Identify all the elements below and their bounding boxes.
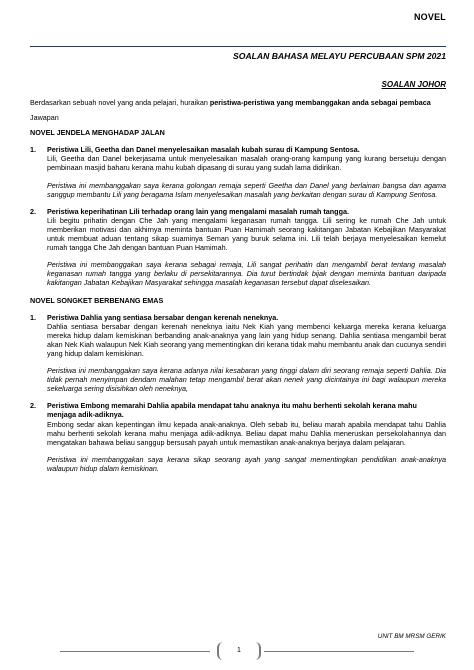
section-title: SOALAN JOHOR	[381, 80, 446, 89]
item-note: Peristiwa ini membanggakan saya kerana adanya nilai kesabaran yang tinggi dalam diri seorang remaja seperti Dahlia. Dia tidak pernah menyimpan dendam malahan tetap mengambil berat akan nenek yang dicintainya ini bagi walaupun mereka sekeluarga sering disisihkan oleh neneknya,	[47, 366, 446, 394]
document-body	[30, 98, 446, 481]
item-body: Dahlia sentiasa bersabar dengan kerenah neneknya iaitu Nek Kiah yang membenci keluarga mereka kerana keluarga mereka hidup dalam kemiskinan berbanding anak-anaknya yang lain yang hidup senang. Dahlia sentiasa mengambil berat akan Nek Kiah walaupun Nek Kiah seorang yang mementingkan diri kerana tidak mahu membantu anak dan cucunya sendiri yang hidup dalam kemiskinan.	[47, 321, 446, 358]
novel-heading: NOVEL SONGKET BERBENANG EMAS	[30, 295, 164, 305]
footer-credit: UNIT BM MRSM GERIK	[377, 633, 446, 640]
answer-label: Jawapan	[30, 113, 59, 123]
list-item	[30, 401, 446, 473]
item-title: Peristiwa keperihatinan Lili terhadap orang lain yang mengalami masalah rumah tangga.	[47, 206, 349, 216]
list-item	[30, 145, 446, 198]
document-title: SOALAN BAHASA MELAYU PERCUBAAN SPM 2021	[233, 51, 446, 61]
item-title: Peristiwa Embong memarahi Dahlia apabila mendapat tahu anaknya itu mahu berhenti sekolah kerana mahu menjaga adik-adiknya.	[47, 401, 417, 420]
page-number: 1	[217, 642, 261, 660]
item-body: Embong sedar akan kepentingan ilmu kepada anak-anaknya. Oleh sebab itu, beliau marah apabila mendapat tahu Dahlia mahu berhenti sekolah kerana mahu menjaga adik-adiknya. Beliau dapat mahu Dahlia meneruskan persekolahannya dan mengatakan bahawa beliau sanggup bersusah payah untuk memastikan anak-anaknya berjaya dalam pelajaran.	[47, 419, 446, 447]
item-note: Peristiwa ini membanggakan saya kerana sikap seorang ayah yang sangat mementingkan pendidikan anak-anaknya walaupun hidup dalam kemiskinan.	[47, 454, 446, 473]
novel-heading: NOVEL JENDELA MENGHADAP JALAN	[30, 128, 165, 138]
item-title: Peristiwa Lili, Geetha dan Danel menyelesaikan masalah kubah surau di Kampung Sentosa.	[47, 145, 360, 155]
item-number: 2.	[30, 401, 36, 411]
header-divider	[30, 46, 446, 47]
item-note: Peristiwa ini membanggakan saya kerana golongan remaja seperti Geetha dan Danel yang berlainan bangsa dan agama sanggup membantu Lili yang beragama Islam menyelesaikan masalah yang berkaitan dengan surau di Kampung Sentosa.	[47, 180, 446, 199]
footer-divider-right	[264, 651, 414, 652]
item-number: 2.	[30, 206, 36, 216]
item-body: Lili begitu prihatin dengan Che Jah yang mengalami keganasan rumah tangga. Lili sering ke rumah Che Jah untuk memberikan motivasi dan akhirnya meminta bantuan Puan Hamimah seorang kakitangan Jabatan Kebajikan Masyarakat untuk membuat aduan tentang sikap suaminya Seman yang buruk selama ini. Lili telah berjaya menyelesaikan kemelut rumah tangga Che Jah dengan bantuan Puan Hamimah.	[47, 215, 446, 253]
item-body: Lili, Geetha dan Danel bekerjasama untuk menyelesaikan masalah orang-orang kampung yang kurang bersetuju dengan pembinaan masjid baharu kerana mahu kubah dipasang di surau yang sudah lama didirikan.	[47, 154, 446, 173]
question-emphasis: peristiwa-peristiwa yang membanggakan anda sebagai pembaca	[209, 98, 431, 107]
footer-divider-left	[60, 651, 210, 652]
question-prefix: Berdasarkan sebuah novel yang anda pelajari, huraikan	[30, 98, 210, 107]
item-number: 1.	[30, 312, 36, 322]
header-label: NOVEL	[413, 12, 446, 22]
list-item	[30, 207, 446, 288]
question-text	[30, 98, 446, 107]
item-number: 1.	[30, 145, 36, 155]
list-item	[30, 313, 446, 394]
item-note: Peristiwa ini membanggakan saya kerana sebagai remaja, Lili sangat perihatin dan mengambil berat tentang masalah keganasan rumah tangga yang berlaku di persekitarannya. Dia turut bertindak bijak dengan meminta bantuan daripada kakitangan Jabatan Kebajikan Masyarakat sehingga masalah keganasan tersebut dapat diselesaikan.	[47, 260, 446, 288]
item-title: Peristiwa Dahlia yang sentiasa bersabar dengan kerenah neneknya.	[47, 312, 279, 322]
